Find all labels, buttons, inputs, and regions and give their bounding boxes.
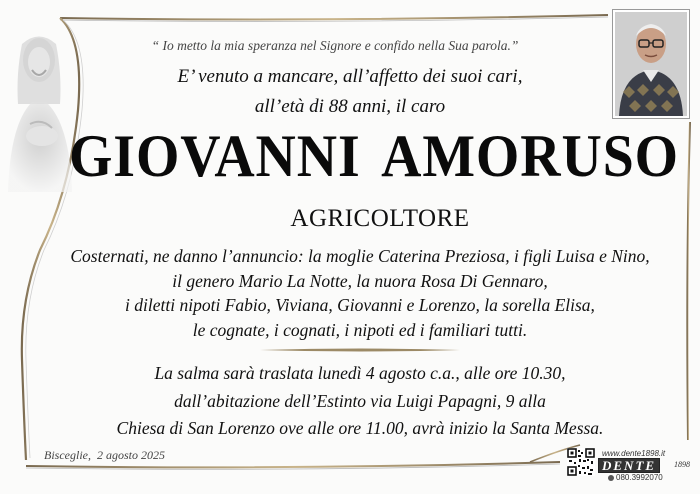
ornamental-divider bbox=[260, 347, 460, 353]
deceased-name bbox=[26, 125, 700, 188]
agency-year: 1898 bbox=[674, 460, 690, 469]
deceased-portrait-photo bbox=[612, 9, 690, 119]
funeral-agency-brand bbox=[598, 449, 698, 483]
agency-logo: DENTE bbox=[598, 458, 660, 473]
portrait-photo-icon bbox=[615, 12, 687, 116]
phone-icon bbox=[608, 475, 614, 481]
funeral-line: La salma sarà traslata lunedì 4 agosto c.a., alle ore 10.30, bbox=[154, 363, 566, 383]
announcement-line: Costernati, ne danno l’annuncio: la moglie Caterina Preziosa, i figli Luisa e Nino, bbox=[70, 246, 650, 266]
agency-phone bbox=[608, 473, 663, 482]
date: 2 agosto 2025 bbox=[96, 448, 165, 462]
announcement-line: i diletti nipoti Fabio, Viviana, Giovanni e Lorenzo, la sorella Elisa, bbox=[125, 295, 595, 315]
funeral-details bbox=[30, 360, 690, 443]
intro-line-1: E’ venuto a mancare, all’affetto dei suoi cari, bbox=[177, 66, 523, 87]
announcement-text bbox=[30, 244, 690, 342]
place-and-date bbox=[44, 448, 165, 463]
intro-line-2: all’età di 88 anni, il caro bbox=[254, 96, 446, 117]
city: Bisceglie, bbox=[44, 448, 91, 462]
last-name: AMORUSO bbox=[381, 123, 680, 189]
announcement-line: le cognate, i cognati, i nipoti ed i familiari tutti. bbox=[192, 319, 528, 340]
religious-quote: “ Io metto la mia speranza nel Signore e confido nella Sua parola.” bbox=[151, 38, 519, 53]
deceased-profession: AGRICOLTORE bbox=[290, 205, 470, 232]
agency-website[interactable]: www.dente1898.it bbox=[602, 449, 666, 458]
announcement-line: il genero Mario La Notte, la nuora Rosa Di Gennaro, bbox=[172, 270, 548, 291]
agency-phone-number: 080.3992070 bbox=[616, 473, 663, 482]
funeral-line: Chiesa di San Lorenzo ove alle ore 11.00, avrà inizio la Santa Messa. bbox=[116, 418, 604, 438]
funeral-line: dall’abitazione dell’Estinto via Luigi Papagni, 9 alla bbox=[174, 390, 546, 411]
qr-code-icon[interactable] bbox=[567, 448, 595, 476]
first-name: GIOVANNI bbox=[68, 123, 361, 189]
